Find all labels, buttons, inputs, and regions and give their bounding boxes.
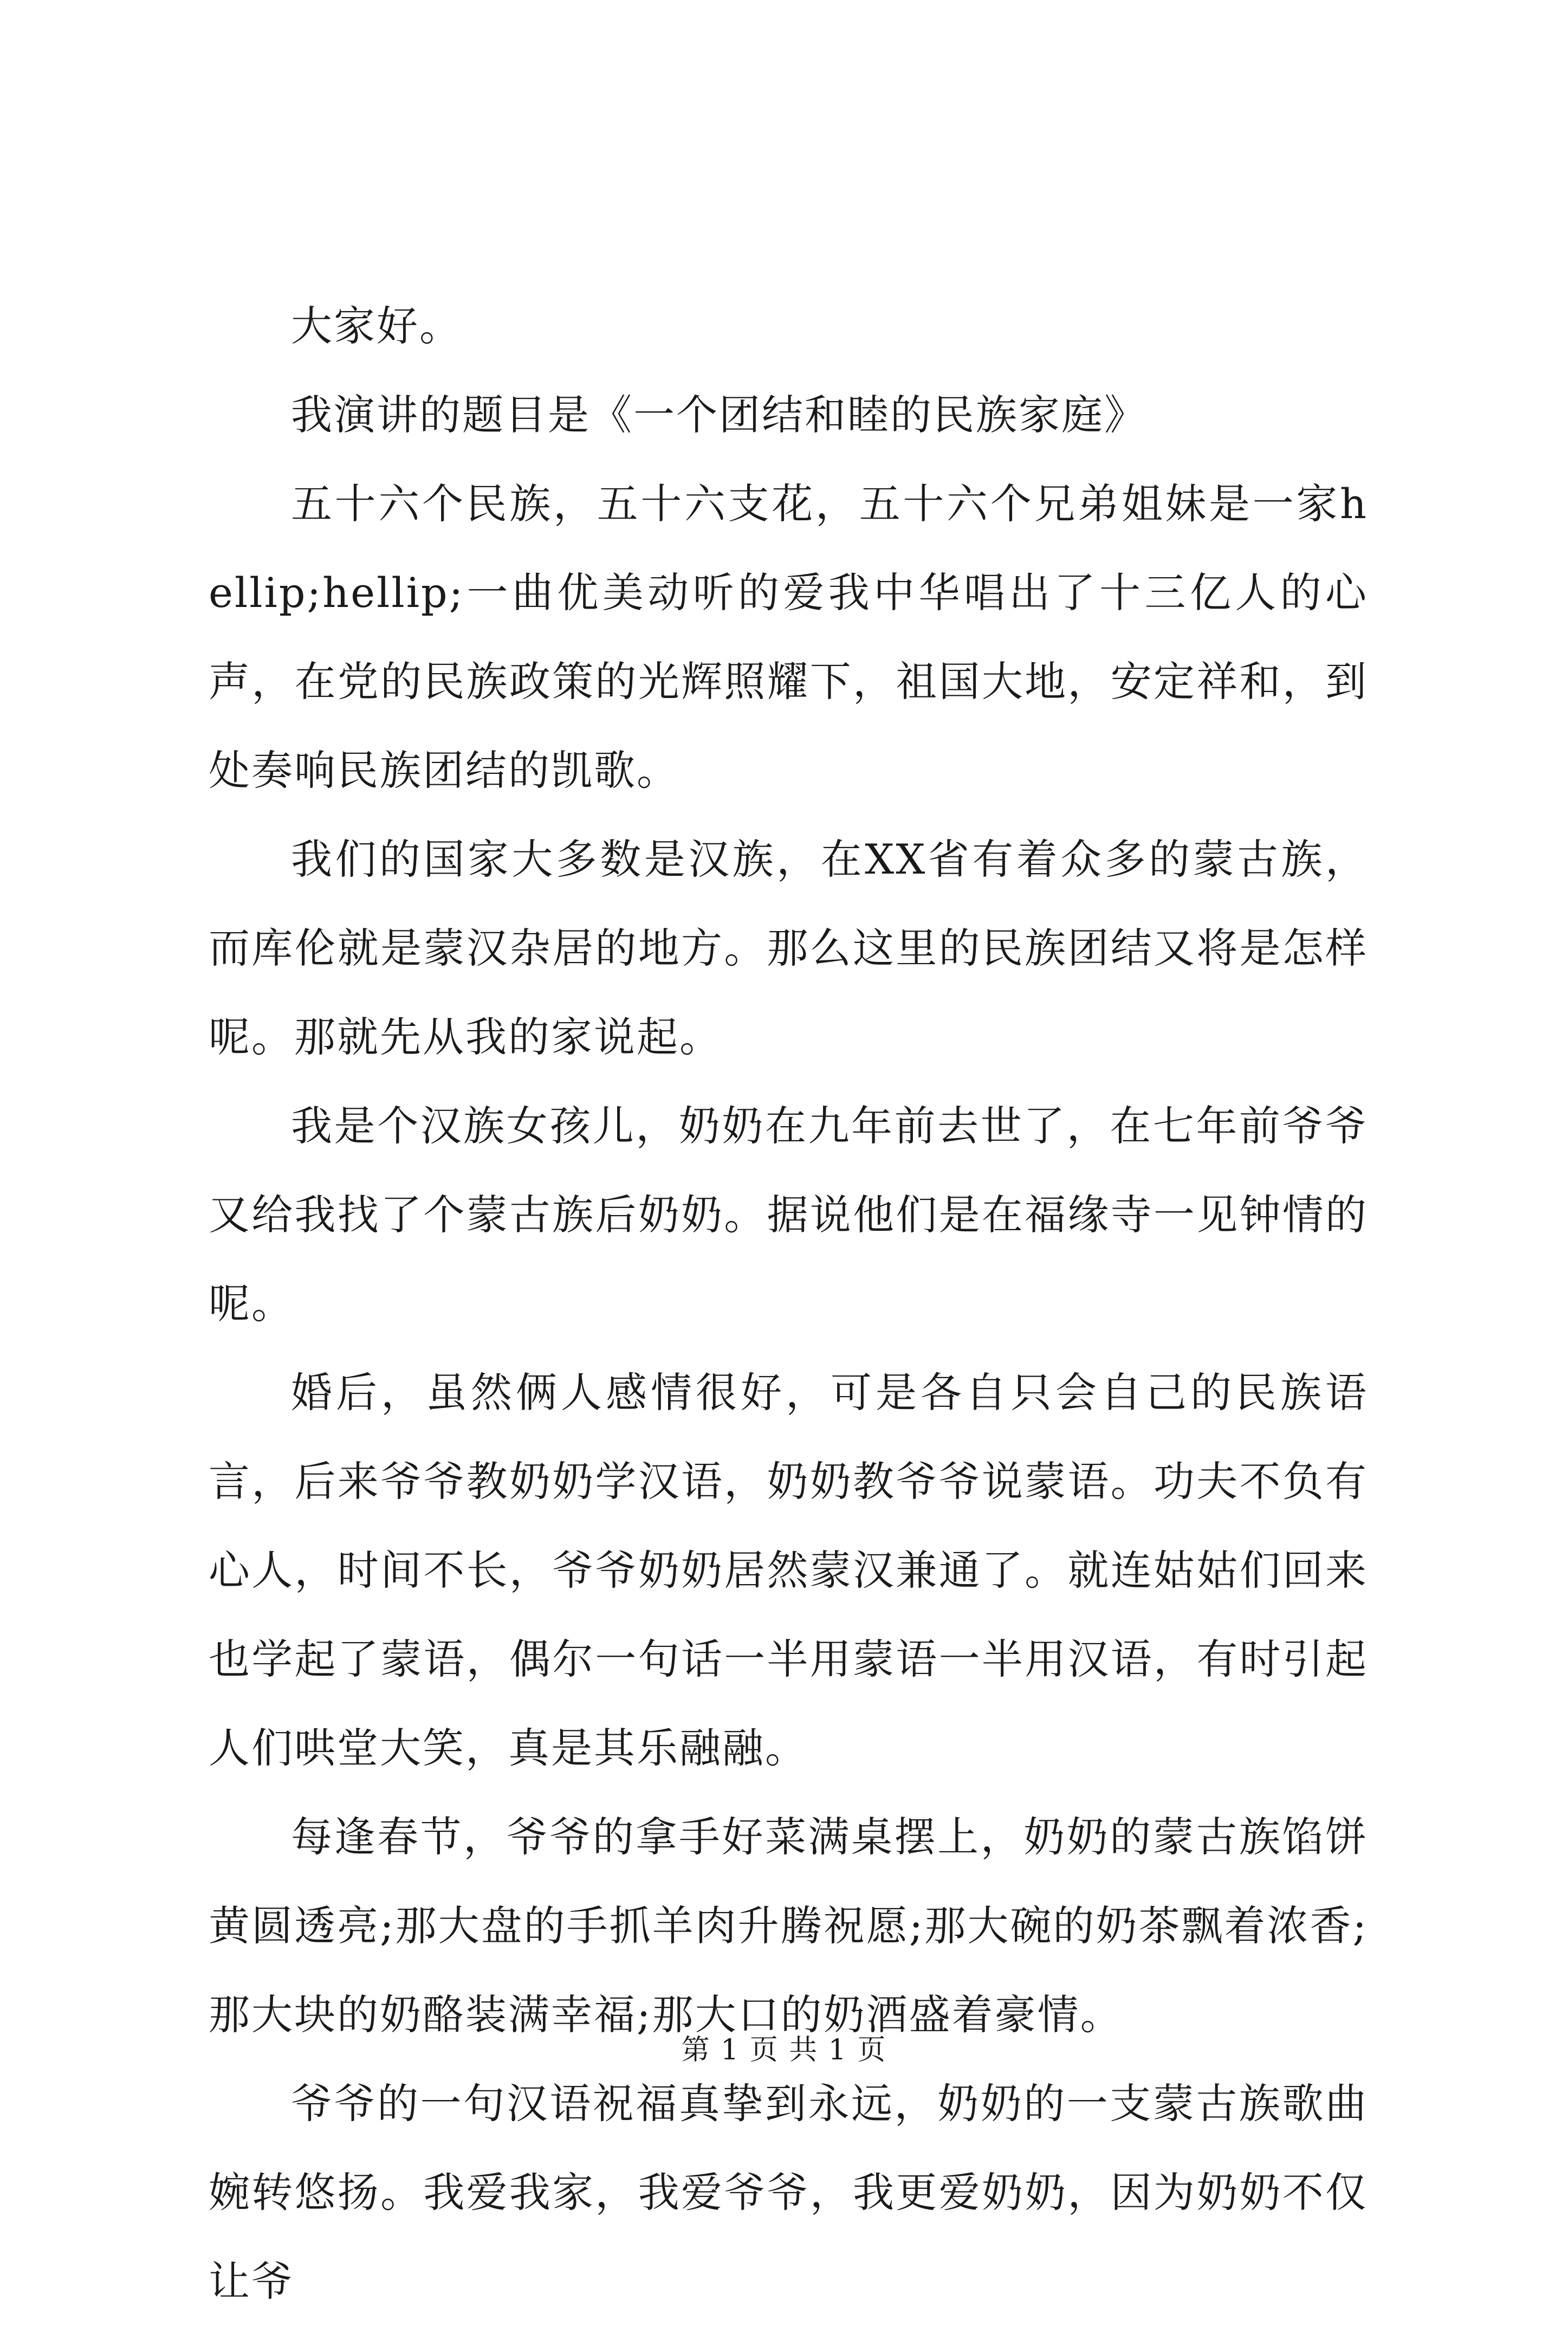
page-footer: 第 1 页 共 1 页 <box>681 2034 887 2066</box>
paragraph: 五十六个民族，五十六支花，五十六个兄弟姐妹是一家hellip;hellip;一曲优美动听的爱我中华唱出了十三亿人的心声，在党的民族政策的光辉照耀下，祖国大地，安定祥和，到处奏响民族团结的凯歌。 <box>209 480 1368 794</box>
paragraph-title: 我演讲的题目是《一个团结和睦的民族家庭》 <box>291 391 1147 439</box>
paragraph: 婚后，虽然俩人感情很好，可是各自只会自己的民族语言，后来爷爷教奶奶学汉语，奶奶教爷爷说蒙语。功夫不负有心人，时间不长，爷爷奶奶居然蒙汉兼通了。就连姑姑们回来也学起了蒙语，偶尔一句话一半用蒙语一半用汉语，有时引起人们哄堂大笑，真是其乐融融。 <box>209 1368 1368 1772</box>
paragraph-greeting: 大家好。 <box>291 302 462 350</box>
paragraph: 我是个汉族女孩儿，奶奶在九年前去世了，在七年前爷爷又给我找了个蒙古族后奶奶。据说他们是在福缘寺一见钟情的呢。 <box>209 1102 1368 1328</box>
document-body <box>209 282 1368 2326</box>
paragraph: 爷爷的一句汉语祝福真挚到永远，奶奶的一支蒙古族歌曲婉转悠扬。我爱我家，我爱爷爷，我更爱奶奶，因为奶奶不仅让爷 <box>209 2079 1368 2305</box>
paragraph: 我们的国家大多数是汉族，在XX省有着众多的蒙古族，而库伦就是蒙汉杂居的地方。那么这里的民族团结又将是怎样呢。那就先从我的家说起。 <box>209 835 1368 1061</box>
paragraph: 每逢春节，爷爷的拿手好菜满桌摆上，奶奶的蒙古族馅饼黄圆透亮;那大盘的手抓羊肉升腾祝愿;那大碗的奶茶飘着浓香;那大块的奶酪装满幸福;那大口的奶酒盛着豪情。 <box>209 1813 1368 2039</box>
